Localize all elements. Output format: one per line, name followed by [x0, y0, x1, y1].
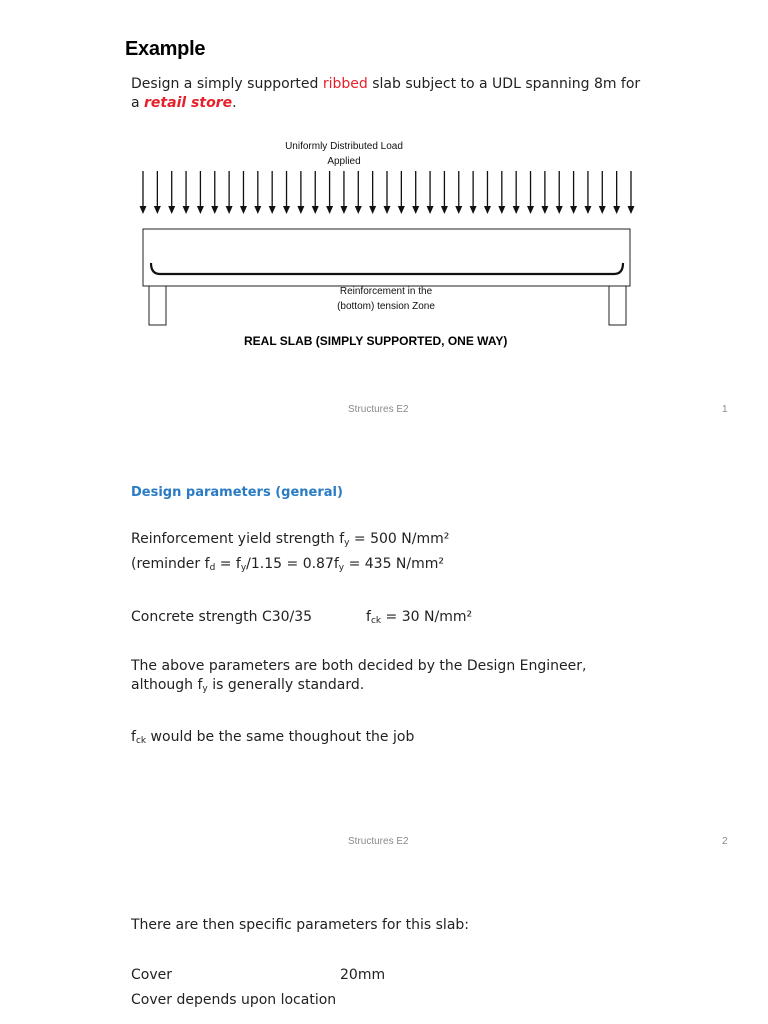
- intro-text: slab subject to a UDL spanning 8m for: [367, 76, 641, 92]
- fd-value: = 435 N/mm²: [344, 556, 445, 572]
- subscript: y: [202, 684, 208, 694]
- load-arrow-head: [613, 206, 620, 214]
- udl-arrows: [140, 171, 635, 214]
- load-arrow-head: [556, 206, 563, 214]
- fck-note-text: would be the same thoughout the job: [146, 729, 415, 745]
- load-arrow-head: [140, 206, 147, 214]
- reinforcement-label-line: (bottom) tension Zone: [337, 301, 435, 312]
- load-arrow-head: [628, 206, 635, 214]
- load-arrow-head: [527, 206, 534, 214]
- fy-line: [131, 530, 691, 553]
- load-arrow-head: [484, 206, 491, 214]
- intro-text: a: [131, 95, 145, 111]
- load-arrow-head: [154, 206, 161, 214]
- fd-text: = f: [215, 556, 241, 572]
- load-arrow-head: [355, 206, 362, 214]
- load-arrow-head: [254, 206, 261, 214]
- parameters-note: [131, 657, 731, 699]
- subscript: y: [344, 538, 350, 548]
- load-arrow-head: [470, 206, 477, 214]
- footer-text: Structures E2: [348, 836, 409, 847]
- load-arrow-head: [455, 206, 462, 214]
- cover-label: Cover: [131, 967, 172, 983]
- load-arrow-head: [369, 206, 376, 214]
- load-label-line: Uniformly Distributed Load: [285, 141, 403, 152]
- diagram-caption: REAL SLAB (SIMPLY SUPPORTED, ONE WAY): [244, 334, 508, 348]
- page-number: 1: [722, 404, 728, 415]
- page-number: 2: [722, 836, 728, 847]
- load-arrow-head: [197, 206, 204, 214]
- fd-text: (reminder f: [131, 556, 210, 572]
- load-arrow-head: [398, 206, 405, 214]
- footer-text: Structures E2: [348, 404, 409, 415]
- load-label-line: Applied: [327, 156, 361, 167]
- subscript: ck: [370, 616, 382, 626]
- intro-text: Design a simply supported: [131, 76, 323, 92]
- load-arrow-head: [427, 206, 434, 214]
- reinforcement-label-line: Reinforcement in the: [339, 286, 433, 297]
- fd-text: /1.15 = 0.87f: [246, 556, 339, 572]
- load-arrow-head: [297, 206, 304, 214]
- fck-symbol: f: [131, 729, 136, 745]
- load-arrow-head: [541, 206, 548, 214]
- subscript: d: [209, 563, 216, 573]
- fy-value: = 500 N/mm²: [349, 531, 450, 547]
- slab-rectangle: [143, 229, 630, 286]
- load-arrow-head: [340, 206, 347, 214]
- subscript: y: [338, 563, 345, 573]
- subscript: ck: [135, 736, 147, 746]
- concrete-label: Concrete strength C30/35: [131, 609, 313, 625]
- load-arrow-head: [599, 206, 606, 214]
- load-arrow-head: [168, 206, 175, 214]
- load-arrow-head: [326, 206, 333, 214]
- load-arrow-head: [498, 206, 505, 214]
- load-arrow-head: [441, 206, 448, 214]
- highlight-ribbed: ribbed: [322, 76, 368, 92]
- fd-line: [131, 555, 691, 578]
- note-line: The above parameters are both decided by the Design Engineer,: [131, 658, 587, 674]
- cover-value: 20mm: [340, 967, 386, 983]
- load-arrow-head: [384, 206, 391, 214]
- load-arrow-head: [283, 206, 290, 214]
- load-arrow-head: [584, 206, 591, 214]
- fck-value: = 30 N/mm²: [381, 609, 473, 625]
- specific-params-intro: There are then specific parameters for this slab:: [131, 917, 470, 933]
- subscript: y: [240, 563, 247, 573]
- load-arrow-head: [412, 206, 419, 214]
- intro-text: .: [232, 95, 237, 111]
- load-arrow-head: [240, 206, 247, 214]
- concrete-value: [366, 608, 472, 631]
- note-text: is generally standard.: [207, 677, 365, 693]
- note-line: [131, 676, 731, 699]
- cover-note: Cover depends upon location: [131, 992, 337, 1008]
- note-text: although f: [131, 677, 203, 693]
- load-arrow-head: [570, 206, 577, 214]
- load-arrow-head: [183, 206, 190, 214]
- right-support: [609, 286, 626, 325]
- fck-symbol: f: [366, 609, 371, 625]
- fy-text: Reinforcement yield strength f: [131, 531, 345, 547]
- load-arrow-head: [312, 206, 319, 214]
- reinforcement-label: [286, 284, 486, 314]
- page-title: Example: [125, 38, 206, 60]
- load-arrow-head: [211, 206, 218, 214]
- left-support: [149, 286, 166, 325]
- load-arrow-head: [226, 206, 233, 214]
- load-arrow-head: [269, 206, 276, 214]
- section-heading: Design parameters (general): [131, 485, 343, 500]
- highlight-retail-store: retail store: [144, 95, 233, 111]
- fck-note: [131, 728, 414, 751]
- load-arrow-head: [513, 206, 520, 214]
